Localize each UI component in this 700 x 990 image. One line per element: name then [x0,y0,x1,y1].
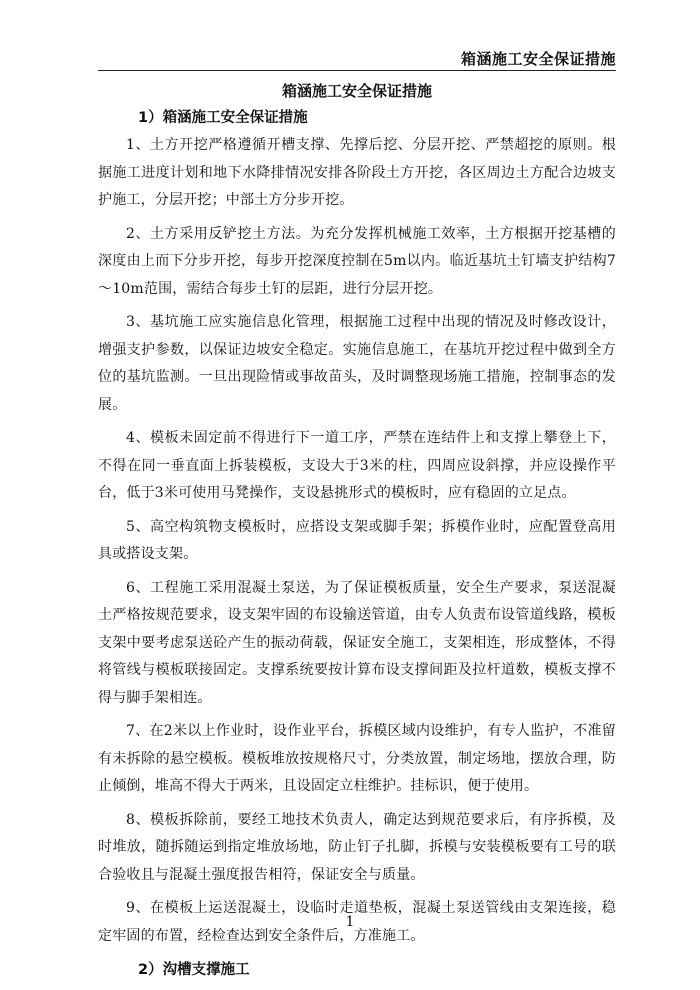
header-rule [98,70,616,71]
paragraph: 7、在2米以上作业时，设作业平台，拆模区域内设维护，有专人监护，不准留有未拆除的悬空模板。模板堆放按规格尺寸，分类放置，制定场地，摆放合理，防止倾倒，堆高不得大于两米，且设固定立柱维护。挂标识，便于使用。 [98,723,616,794]
paragraph: 8、模板拆除前，要经工地技术负责人，确定达到规范要求后，有序拆模，及时堆放，随拆随运到指定堆放场地，防止钉子扎脚，拆模与安装模板要有工号的联合验收且与混凝土强度报告相符，保证安全与质量。 [98,811,616,883]
page-body [98,80,616,984]
paragraph: 3、基坑施工应实施信息化管理，根据施工过程中出现的情况及时修改设计，增强支护参数，以保证边坡安全稳定。实施信息施工，在基坑开挖过程中做到全方位的基坑监测。一旦出现险情或事故苗头，及时调整现场施工措施，控制事态的发展。 [98,314,616,413]
paragraph: 4、模板未固定前不得进行下一道工序，严禁在连结件上和支撑上攀登上下，不得在同一垂直面上拆装模板，支设大于3米的柱，四周应设斜撑，并应设操作平台，低于3米可使用马凳操作，支设悬挑形式的模板时，应有稳固的立足点。 [98,430,616,501]
paragraph: 6、工程施工采用混凝土泵送，为了保证模板质量，安全生产要求，泵送混凝土严格按规范要求，设支架牢固的布设输送管道，由专人负责布设管道线路，模板支架中要考虑泵送砼产生的振动荷载，保证安全施工，支架相连，形成整体，不得将管线与模板联接固定。支撑系统要按计算布设支撑间距及拉杆道数，模板支撑不得与脚手架相连。 [98,579,616,706]
section-heading-1: 1）箱涵施工安全保证措施 [138,110,308,126]
section-heading-2: 2）沟槽支撑施工 [138,962,250,978]
document-title: 箱涵施工安全保证措施 [281,82,432,100]
paragraph: 2、土方采用反铲挖土方法。为充分发挥机械施工效率，土方根据开挖基槽的深度由上而下分步开挖，每步开挖深度控制在5m以内。临近基坑土钉墙支护结构7～10m范围，需结合每步土钉的层距，进行分层开挖。 [98,225,616,297]
running-header: 箱涵施工安全保证措施 [460,50,616,68]
paragraph: 1、土方开挖严格遵循开槽支撑、先撑后挖、分层开挖、严禁超挖的原则。根据施工进度计划和地下水降排情况安排各阶段土方开挖，各区周边土方配合边坡支护施工，分层开挖；中部土方分步开挖。 [98,137,616,208]
paragraph: 9、在模板上运送混凝土，设临时走道垫板，混凝土泵送管线由支架连接，稳定牢固的布置，经检查达到安全条件后，方准施工。 [98,900,616,944]
paragraph: 5、高空构筑物支模板时，应搭设支架或脚手架；拆模作业时，应配置登高用具或搭设支架。 [98,518,616,562]
page-number: 1 [345,914,355,930]
